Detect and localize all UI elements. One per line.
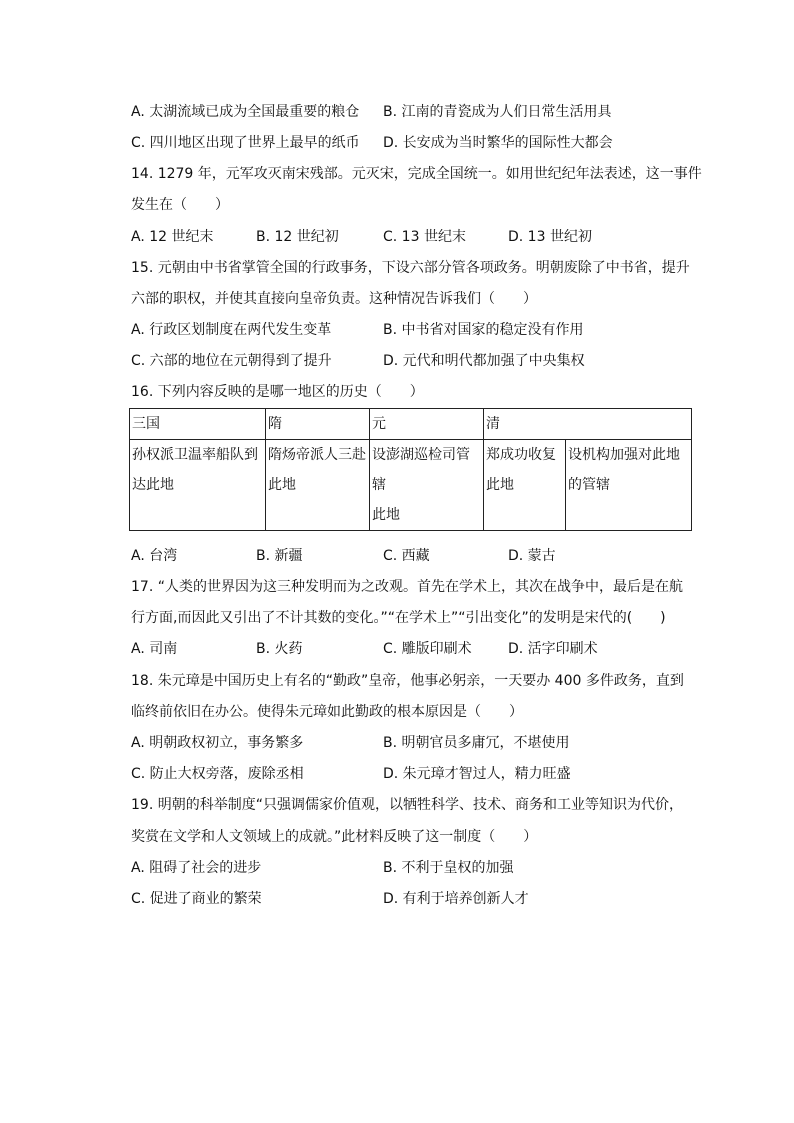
q18-option-a: A. 明朝政权初立，事务繁多 [131, 735, 304, 751]
q15-stem-line2: 六部的职权，并使其直接向皇帝负责。这种情况告诉我们（ ） [131, 291, 537, 307]
header-sanguo: 三国 [130, 409, 266, 440]
q18-stem-line2: 临终前依旧在办公。使得朱元璋如此勤政的根本原因是（ ） [131, 704, 523, 720]
q17-stem-line1: 17. “人类的世界因为这三种发明而为之改观。首先在学术上，其次在战争中，最后是在航 [131, 579, 683, 595]
q16-stem: 16. 下列内容反映的是哪一地区的历史（ ） [131, 384, 424, 400]
q13-option-b: B. 江南的青瓷成为人们日常生活用具 [383, 104, 612, 120]
q19-stem-line2: 奖赏在文学和人文领域上的成就。”此材料反映了这一制度（ ） [131, 829, 538, 845]
q13-option-a: A. 太湖流域已成为全国最重要的粮仓 [131, 104, 360, 120]
q15-stem-line1: 15. 元朝由中书省掌管全国的行政事务，下设六部分管各项政务。明朝废除了中书省，提升 [131, 260, 690, 276]
cell-qing-1: 郑成功收复 此地 [484, 440, 566, 531]
cell-yuan: 设澎湖巡检司管辖 此地 [370, 440, 484, 531]
q15-option-b: B. 中书省对国家的稳定没有作用 [383, 322, 584, 338]
cell-qing-2: 设机构加强对此地 的管辖 [566, 440, 692, 531]
q14-stem-line2: 发生在（ ） [131, 197, 229, 213]
q15-option-a: A. 行政区划制度在两代发生变革 [131, 322, 332, 338]
q16-option-a: A. 台湾 [131, 548, 178, 564]
q19-option-c: C. 促进了商业的繁荣 [131, 891, 262, 907]
q18-option-d: D. 朱元璋才智过人，精力旺盛 [383, 766, 571, 782]
q13-option-c: C. 四川地区出现了世界上最早的纸币 [131, 135, 360, 151]
table-header-row [130, 409, 692, 440]
q13-option-d: D. 长安成为当时繁华的国际性大都会 [383, 135, 613, 151]
q14-option-b: B. 12 世纪初 [256, 229, 339, 245]
q18-option-b: B. 明朝官员多庸冗，不堪使用 [383, 735, 570, 751]
header-qing: 清 [484, 409, 692, 440]
q19-option-b: B. 不利于皇权的加强 [383, 860, 514, 876]
q18-option-c: C. 防止大权旁落，废除丞相 [131, 766, 304, 782]
q18-stem-line1: 18. 朱元璋是中国历史上有名的“勤政”皇帝，他事必躬亲，一天要办 400 多件政务，直到 [131, 673, 684, 689]
header-yuan: 元 [370, 409, 484, 440]
q19-option-d: D. 有利于培养创新人才 [383, 891, 529, 907]
header-sui: 隋 [266, 409, 370, 440]
q19-stem-line1: 19. 明朝的科举制度“只强调儒家价值观，以牺牲科学、技术、商务和工业等知识为代价， [131, 797, 683, 813]
q14-stem-line1: 14. 1279 年，元军攻灭南宋残部。元灭宋，完成全国统一。如用世纪纪年法表述，这一事件 [131, 166, 702, 182]
q15-option-c: C. 六部的地位在元朝得到了提升 [131, 353, 332, 369]
q17-option-d: D. 活字印刷术 [508, 641, 598, 657]
q17-option-b: B. 火药 [256, 641, 303, 657]
q15-option-d: D. 元代和明代都加强了中央集权 [383, 353, 585, 369]
q17-option-a: A. 司南 [131, 641, 178, 657]
q17-option-c: C. 雕版印刷术 [383, 641, 472, 657]
q14-option-d: D. 13 世纪初 [508, 229, 592, 245]
q14-option-c: C. 13 世纪末 [383, 229, 466, 245]
cell-sanguo: 孙权派卫温率船队到 达此地 [130, 440, 266, 531]
q16-option-c: C. 西藏 [383, 548, 430, 564]
q16-option-d: D. 蒙古 [508, 548, 556, 564]
history-table [129, 408, 692, 531]
table-row [130, 440, 692, 531]
q16-option-b: B. 新疆 [256, 548, 303, 564]
q19-option-a: A. 阻碍了社会的进步 [131, 860, 262, 876]
q14-option-a: A. 12 世纪末 [131, 229, 214, 245]
q17-stem-line2: 行方面,而因此又引出了不计其数的变化。”“在学术上”“引出变化”的发明是宋代的( ) [131, 610, 666, 626]
cell-sui: 隋炀帝派人三赴 此地 [266, 440, 370, 531]
